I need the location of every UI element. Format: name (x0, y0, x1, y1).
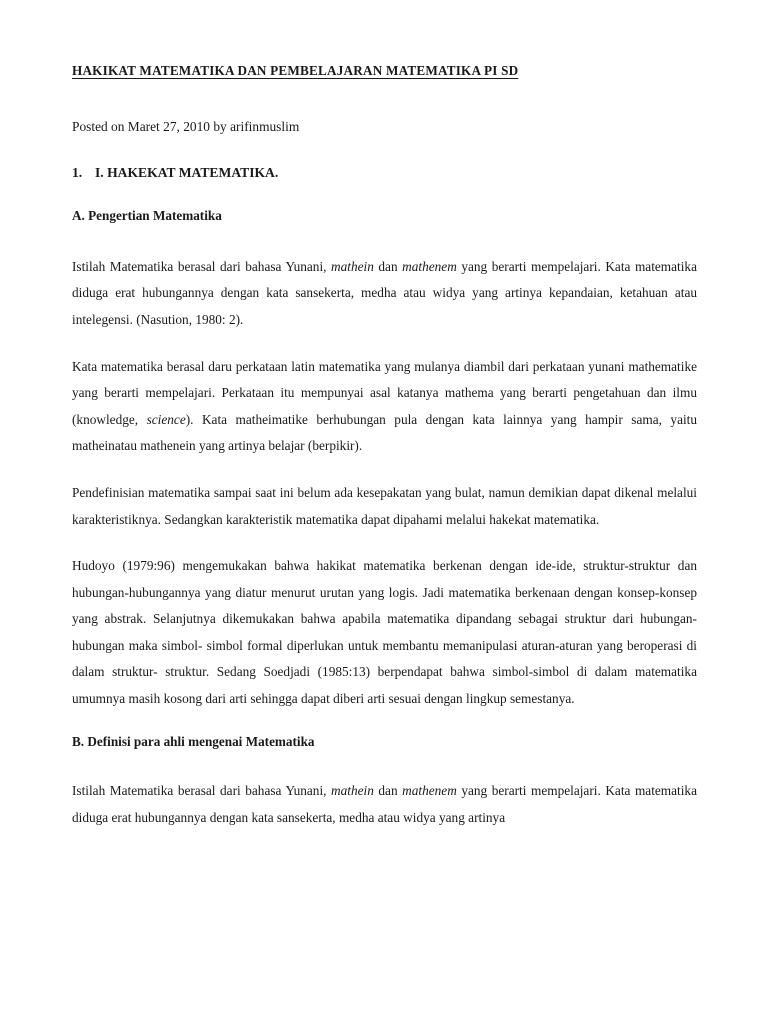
paragraph-1-italic-2: mathenem (402, 258, 457, 274)
paragraph-1-text-part-1: Istilah Matematika berasal dari bahasa Yunani, (72, 258, 332, 274)
paragraph-5-italic-1: mathein (331, 783, 374, 799)
paragraph-2-text-part-2: ). Kata matheimatike berhubungan pula dengan kata lainnya yang hampir sama, yaitu matheinatau mathenein yang artinya belajar (berpikir). (72, 411, 698, 454)
page-title: HAKIKAT MATEMATIKA DAN PEMBELAJARAN MATEMATIKA PI SD (72, 63, 519, 78)
paragraph-2 (72, 354, 697, 460)
paragraph-5-italic-2: mathenem (402, 783, 457, 799)
paragraph-5-text-part-2: dan (373, 783, 403, 799)
post-metadata: Posted on Maret 27, 2010 by arifinmuslim (72, 119, 300, 135)
paragraph-1 (72, 254, 697, 334)
paragraph-2-italic-1: science (146, 411, 186, 427)
paragraph-4: Hudoyo (1979:96) mengemukakan bahwa hakikat matematika berkenan dengan ide-ide, struktur-struktur dan hubungan-hubungannya yang diatur menurut urutan yang logis. Jadi matematika berkenaan dengan konsep-konsep yang abstrak. Selanjutnya dikemukakan bahwa apabila matematika dipandang sebagai struktur dari hubungan-hubungan maka simbol- simbol formal diperlukan untuk membantu memanipulasi aturan-aturan yang beroperasi di dalam struktur- struktur. Sedang Soedjadi (1985:13) berpendapat bahwa simbol-simbol di dalam matematika umumnya masih kosong dari arti sehingga dapat diberi arti sesuai dengan lingkup semestanya. (72, 558, 697, 707)
paragraph-3: Pendefinisian matematika sampai saat ini belum ada kesepakatan yang bulat, namun demikian dapat dikenal melalui karakteristiknya. Sedangkan karakteristik matematika dapat dipahami melalui hakekat matematika. (72, 484, 697, 527)
paragraph-1-text-part-3: yang berarti mempelajari. Kata matematika diduga erat hubungannya dengan kata sansekerta, medha atau widya yang artinya kepandaian, ketahuan atau intelegensi. (Nasution, 1980: 2). (72, 258, 697, 327)
list-item (72, 163, 697, 182)
paragraph-1-text-part-2: dan (373, 258, 403, 274)
paragraph-2-text-part-1: Kata matematika berasal daru perkataan latin matematika yang mulanya diambil dari perkataan yunani mathematike yang berarti mempelajari. Perkataan itu mempunyai asal katanya mathema yang berarti pengetahuan dan ilmu (knowledge, (72, 358, 697, 427)
paragraph-5-text-part-3: yang berarti mempelajari. Kata matematika diduga erat hubungannya dengan kata sansekerta, medha atau widya yang artinya (72, 783, 697, 825)
paragraph-5 (72, 778, 697, 831)
list-item-label: I. HAKEKAT MATEMATIKA. (95, 165, 279, 181)
section-heading-b: B. Definisi para ahli mengenai Matematika (72, 733, 315, 749)
section-heading-a: A. Pengertian Matematika (72, 208, 222, 224)
list-item-number: 1. (72, 165, 83, 181)
paragraph-5-text-part-1: Istilah Matematika berasal dari bahasa Yunani, (72, 783, 332, 799)
section-numbered-list (72, 163, 697, 182)
paragraph-1-italic-1: mathein (331, 258, 374, 274)
